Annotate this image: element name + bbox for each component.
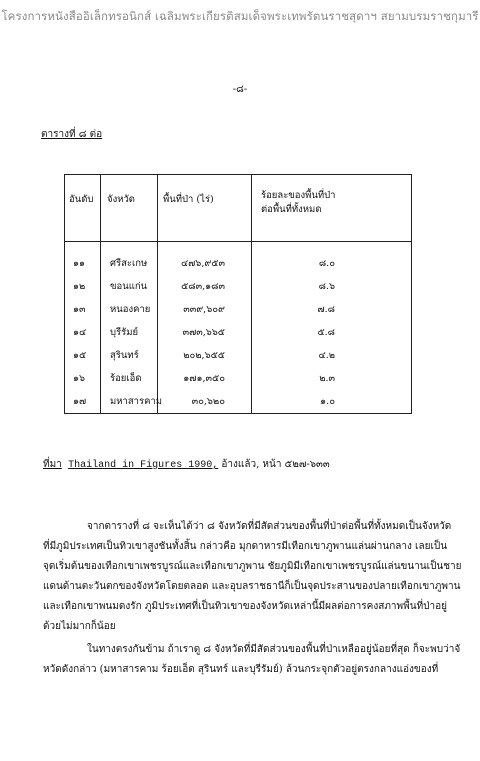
page-number: -๘-: [232, 84, 248, 95]
table-cell-province: สุรินทร์: [110, 350, 139, 361]
table-cell-forest-area: ๓๐,๖๒๐: [191, 396, 225, 407]
header-rank: อันดับ: [69, 194, 94, 205]
table-cell-percent: ๒.๓: [319, 373, 335, 384]
book-project-header: โครงการหนังสืออิเล็กทรอนิกส์ เฉลิมพระเกียรติสมเด็จพระเทพรัตนราชสุดาฯ สยามบรมราชกุมารี: [1, 9, 479, 23]
header-percent-line1: ร้อยละของพื้นที่ป่า: [261, 190, 336, 201]
table-cell-province: ร้อยเอ็ด: [110, 373, 142, 384]
column-divider: [157, 175, 158, 413]
header-forest-area: พื้นที่ป่า (ไร่): [163, 194, 214, 205]
header-percent-line2: ต่อพื้นที่ทั้งหมด: [261, 204, 322, 215]
table-cell-percent: ๗.๘: [317, 304, 335, 315]
table-cell-province: บุรีรัมย์: [110, 327, 139, 338]
table-cell-percent: ๕.๘: [317, 327, 335, 338]
source-title: Thailand in Figures 1990,: [68, 460, 219, 471]
paragraph-line: ที่มีภูมิประเทศเป็นทิวเขาสูงชันทั้งสิ้น กล่าวคือ มุกดาหารมีเทือกเขาภูพานแล่นผ่านกลาง เลยเป็น: [43, 541, 448, 552]
table-cell-rank: ๑๗: [73, 396, 87, 407]
table-cell-rank: ๑๑: [73, 258, 86, 269]
forest-area-table: [64, 174, 412, 414]
table-cell-province: ศรีสะเกษ: [110, 258, 148, 269]
table-caption: ตารางที่ ๘ ต่อ: [41, 129, 103, 140]
table-cell-rank: ๑๖: [73, 373, 86, 384]
table-cell-province: มหาสารคาม: [110, 396, 163, 407]
header-divider: [65, 241, 411, 242]
table-cell-rank: ๑๔: [73, 327, 87, 338]
table-cell-province: หนองคาย: [110, 304, 151, 315]
paragraph-line: แดนด้านตะวันตกของจังหวัดโดยตลอด และอุบลราชธานีก็เป็นจุดประสานของปลายเทือกเขาภูพาน: [43, 581, 461, 592]
source-label: ที่มา: [43, 459, 62, 470]
paragraph-line: และเทือกเขาพนมดงรัก ภูมิประเทศที่เป็นทิวเขาของจังหวัดเหล่านี้มีผลต่อการคงสภาพพื้นที่ป่าอยู่: [43, 601, 447, 612]
table-cell-rank: ๑๕: [73, 350, 87, 361]
table-cell-forest-area: ๑๗๑,๓๕๐: [183, 373, 225, 384]
paragraph-line: ในทางตรงกันข้าม ถ้าเราดู ๘ จังหวัดที่มีสัดส่วนของพื้นที่ป่าเหลืออยู่น้อยที่สุด ก็จะพบว่าจั: [87, 644, 461, 655]
paragraph-line: หวัดดังกล่าว (มหาสารคาม ร้อยเอ็ด สุรินทร์ และบุรีรัมย์) ล้วนกระจุกตัวอยู่ตรงกลางแอ่งของที่: [43, 664, 439, 675]
table-cell-forest-area: ๒๐๒,๖๕๕: [183, 350, 225, 361]
paragraph-line: จากตารางที่ ๘ จะเห็นได้ว่า ๘ จังหวัดที่มีสัดส่วนของพื้นที่ป่าต่อพื้นที่ทั้งหมดเป็นจังหวัด: [87, 521, 452, 532]
column-divider: [251, 175, 252, 413]
table-cell-rank: ๑๒: [73, 281, 86, 292]
table-cell-forest-area: ๕๘๓,๑๘๓: [181, 281, 225, 292]
table-cell-province: ขอนแก่น: [110, 281, 148, 292]
source-reference: อ้างแล้ว, หน้า ๕๒๗-๖๓๓: [218, 459, 330, 470]
table-cell-percent: ๘.๐: [318, 258, 335, 269]
table-cell-rank: ๑๓: [73, 304, 86, 315]
paragraph-line: จุดเริ่มต้นของเทือกเขาเพชรบูรณ์และเทือกเขาภูพาน ชัยภูมิมีเทือกเขาเพชรบูรณ์แล่นขนานเป็นชาย: [43, 561, 462, 572]
source-note: [43, 457, 330, 472]
column-divider: [100, 175, 101, 413]
paragraph-line: ด้วยไม่มากก็น้อย: [43, 621, 116, 632]
table-cell-forest-area: ๓๗๓,๖๖๕: [182, 327, 225, 338]
header-province: จังหวัด: [107, 194, 135, 205]
table-cell-forest-area: ๓๓๙,๖๐๙: [183, 304, 225, 315]
table-cell-percent: ๘.๖: [318, 281, 335, 292]
table-cell-forest-area: ๔๗๖,๙๕๓: [180, 258, 225, 269]
paragraph-forest-provinces: [43, 517, 462, 637]
table-cell-percent: ๑.๐: [320, 396, 335, 407]
table-cell-percent: ๔.๒: [318, 350, 335, 361]
paragraph-least-forest-provinces: [43, 640, 461, 680]
